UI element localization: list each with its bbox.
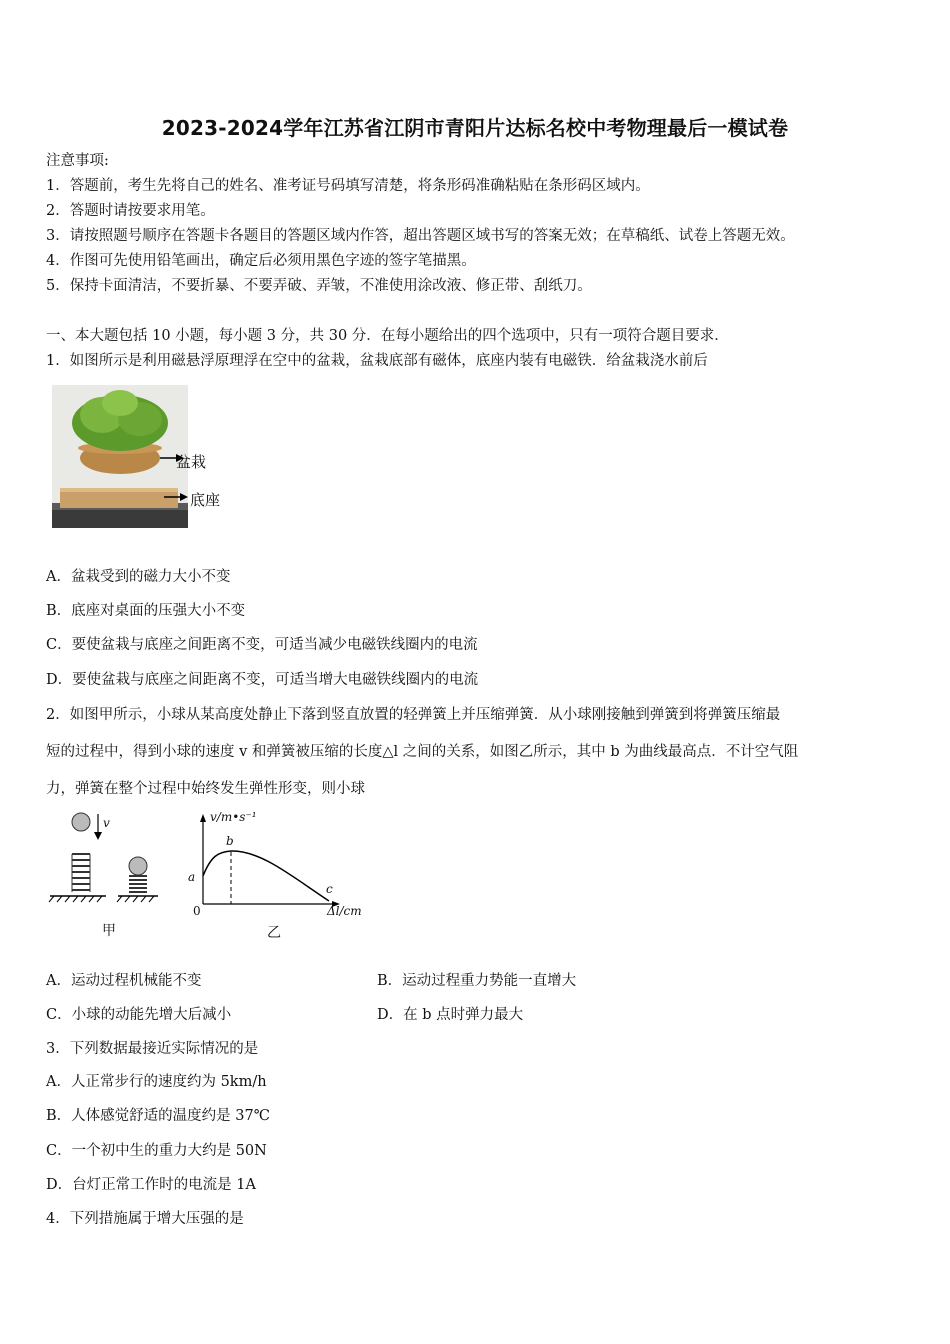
notice-item: 2．答题时请按要求用笔。 [46, 203, 215, 219]
label-pot: 盆栽 [176, 453, 207, 471]
notice-item: 4．作图可先使用铅笔画出，确定后必须用黑色字迹的签字笔描黑。 [46, 253, 476, 269]
notice-heading: 注意事项: [46, 153, 109, 169]
ball-on-spring [129, 857, 147, 875]
figure-label-yi: 乙 [267, 925, 281, 941]
q3-option-b: B．人体感觉舒适的温度约是 37℃ [46, 1108, 270, 1124]
q1-option-a: A．盆栽受到的磁力大小不变 [46, 569, 231, 585]
table-surface [52, 509, 188, 528]
q2-stem-line: 2．如图甲所示，小球从某高度处静止下落到竖直放置的轻弹簧上并压缩弹簧．从小球刚接触到弹簧到将弹簧压缩最 [46, 707, 781, 723]
point-b-label: b [226, 834, 234, 848]
falling-ball [72, 813, 90, 831]
figure-label-jia: 甲 [102, 923, 116, 939]
label-base: 底座 [190, 491, 221, 509]
q3-option-c: C．一个初中生的重力大约是 50N [46, 1143, 267, 1159]
point-c-label: c [326, 882, 333, 896]
origin-label: 0 [193, 904, 201, 918]
velocity-label: v [103, 816, 110, 830]
q2-stem-line: 力，弹簧在整个过程中始终发生弹性形变，则小球 [46, 781, 365, 797]
velocity-curve [203, 851, 329, 901]
y-axis-label: v/m•s⁻¹ [210, 810, 257, 824]
q3-stem: 3．下列数据最接近实际情况的是 [46, 1041, 259, 1057]
q2-option-c: C．小球的动能先增大后减小 [46, 1007, 232, 1023]
q1-figure [52, 385, 242, 530]
q3-option-a: A．人正常步行的速度约为 5km/h [46, 1074, 267, 1090]
q3-option-d: D．台灯正常工作时的电流是 1A [46, 1177, 256, 1193]
q4-stem: 4．下列措施属于增大压强的是 [46, 1211, 244, 1227]
x-axis-label: Δl/cm [327, 904, 362, 918]
spring-uncompressed [72, 854, 90, 890]
q2-option-d: D．在 b 点时弹力最大 [377, 1007, 524, 1023]
q1-option-b: B．底座对桌面的压强大小不变 [46, 603, 246, 619]
point-a-label: a [188, 870, 196, 884]
spring-compressed [129, 876, 147, 892]
q1-stem: 1．如图所示是利用磁悬浮原理浮在空中的盆栽，盆栽底部有磁体，底座内装有电磁铁．给盆栽浇水前后 [46, 353, 708, 369]
notice-item: 5．保持卡面清洁，不要折暴、不要弄破、弄皱，不准使用涂改液、修正带、刮纸刀。 [46, 278, 592, 294]
q2-figure [46, 808, 376, 943]
page-title: 2023-2024学年江苏省江阴市青阳片达标名校中考物理最后一模试卷 [161, 116, 789, 140]
q2-stem-line: 短的过程中，得到小球的速度 v 和弹簧被压缩的长度△l 之间的关系，如图乙所示，其中 b 为曲线最高点．不计空气阻 [46, 744, 799, 760]
q2-option-b: B．运动过程重力势能一直增大 [377, 973, 577, 989]
notice-item: 3．请按照题号顺序在答题卡各题目的答题区域内作答，超出答题区域书写的答案无效；在草稿纸、试卷上答题无效。 [46, 228, 795, 244]
q1-option-d: D．要使盆栽与底座之间距离不变，可适当增大电磁铁线圈内的电流 [46, 672, 479, 688]
section-heading: 一、本大题包括 10 小题，每小题 3 分，共 30 分．在每小题给出的四个选项中，只有一项符合题目要求． [46, 328, 729, 344]
spring-and-graph-diagram [46, 808, 376, 943]
q1-option-c: C．要使盆栽与底座之间距离不变，可适当减少电磁铁线圈内的电流 [46, 637, 478, 653]
notice-item: 1．答题前，考生先将自己的姓名、准考证号码填写清楚，将条形码准确粘贴在条形码区域内。 [46, 178, 650, 194]
q2-option-a: A．运动过程机械能不变 [46, 973, 202, 989]
